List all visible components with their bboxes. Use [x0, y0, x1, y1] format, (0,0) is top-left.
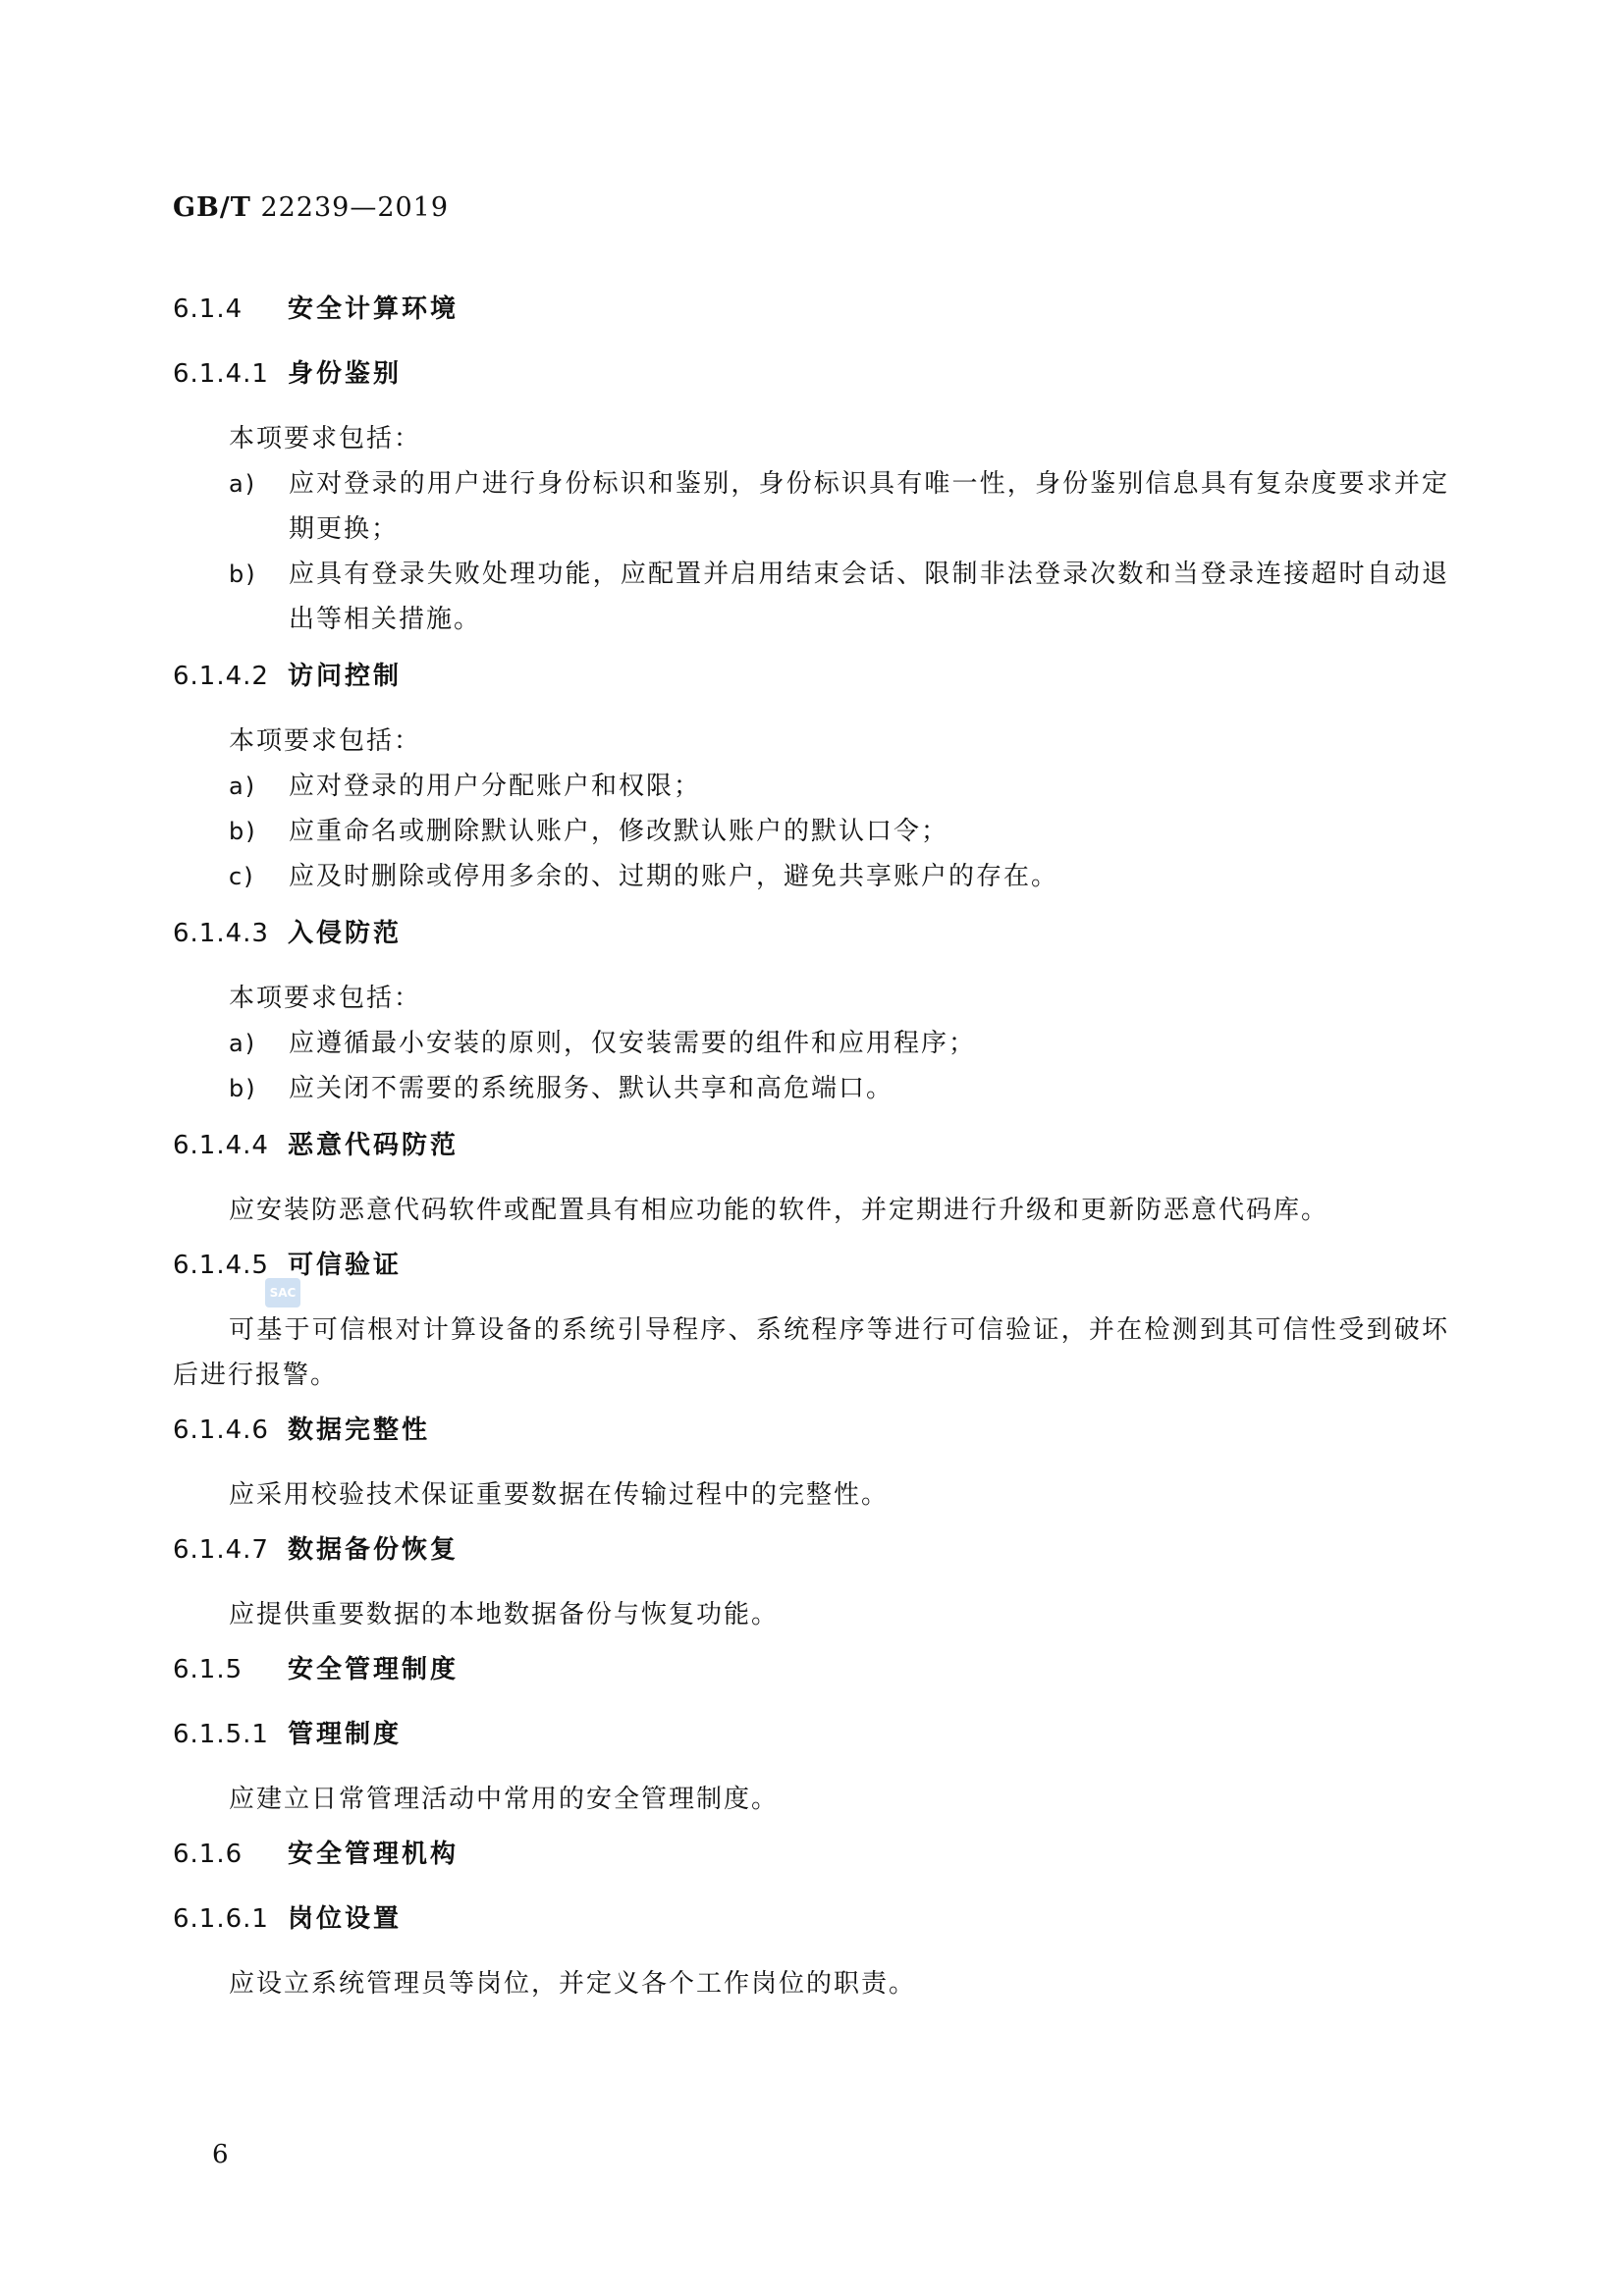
paragraph: 应建立日常管理活动中常用的安全管理制度。 — [229, 1785, 780, 1814]
subsection-title: 数据完整性 — [288, 1415, 431, 1445]
list-item — [173, 1021, 1449, 1066]
item-text: 应重命名或删除默认账户，修改默认账户的默认口令； — [289, 817, 949, 846]
item-marker: a) — [229, 1030, 257, 1057]
subsection-number: 6.1.5.1 — [173, 1720, 269, 1749]
requirements-intro: 本项要求包括： — [229, 424, 422, 454]
subsection-title: 岗位设置 — [288, 1904, 403, 1934]
section-number: 6.1.4 — [173, 294, 244, 324]
subsection-number: 6.1.4.4 — [173, 1131, 269, 1160]
subsection-title: 访问控制 — [288, 662, 403, 691]
item-marker: a) — [229, 773, 257, 800]
subsection-number: 6.1.4.2 — [173, 662, 269, 691]
item-marker: a) — [229, 470, 257, 498]
requirement-list — [173, 1021, 1449, 1111]
item-text: 应遵循最小安装的原则，仅安装需要的组件和应用程序； — [289, 1029, 977, 1058]
item-text: 应对登录的用户分配账户和权限； — [289, 772, 702, 801]
subsection-number: 6.1.4.5 — [173, 1251, 269, 1280]
item-marker: b) — [229, 818, 257, 845]
item-text: 应具有登录失败处理功能，应配置并启用结束会话、限制非法登录次数和当登录连接超时自动退出等相关措施。 — [289, 560, 1449, 634]
list-item — [173, 552, 1449, 642]
subsection-title: 数据备份恢复 — [288, 1535, 460, 1565]
list-item — [173, 461, 1449, 552]
subsection-heading — [173, 1243, 1449, 1308]
requirement-list — [173, 764, 1449, 899]
paragraph: 应安装防恶意代码软件或配置具有相应功能的软件，并定期进行升级和更新防恶意代码库。 — [229, 1196, 1329, 1225]
standard-code — [173, 192, 449, 223]
subsection-number: 6.1.4.3 — [173, 919, 269, 948]
requirements-intro: 本项要求包括： — [229, 726, 422, 756]
subsection-number: 6.1.4.7 — [173, 1535, 269, 1565]
section-title: 安全管理制度 — [288, 1655, 460, 1684]
sac-watermark-logo: SAC — [265, 1278, 300, 1308]
subsection-heading — [173, 654, 1449, 719]
subsection-title: 入侵防范 — [288, 919, 403, 948]
paragraph: 应设立系统管理员等岗位，并定义各个工作岗位的职责。 — [229, 1969, 917, 1999]
item-text: 应关闭不需要的系统服务、默认共享和高危端口。 — [289, 1074, 894, 1103]
section-heading — [173, 1832, 1449, 1896]
paragraph: 应提供重要数据的本地数据备份与恢复功能。 — [229, 1600, 780, 1629]
subsection-number: 6.1.4.6 — [173, 1415, 269, 1445]
subsection-heading — [173, 1408, 1449, 1472]
subsection-title: 恶意代码防范 — [288, 1131, 460, 1160]
subsection-heading — [173, 1896, 1449, 1961]
subsection-heading — [173, 351, 1449, 416]
subsection-title: 管理制度 — [288, 1720, 403, 1749]
standard-prefix: GB/T — [173, 192, 251, 223]
standard-number: 22239—2019 — [260, 192, 450, 223]
subsection-number: 6.1.4.1 — [173, 359, 269, 389]
document-body — [173, 287, 1449, 2016]
item-marker: b) — [229, 1075, 257, 1102]
paragraph: 应采用校验技术保证重要数据在传输过程中的完整性。 — [229, 1480, 890, 1510]
requirements-intro: 本项要求包括： — [229, 984, 422, 1013]
page-number: 6 — [212, 2140, 229, 2169]
section-title: 安全计算环境 — [288, 294, 460, 324]
subsection-number: 6.1.6.1 — [173, 1904, 269, 1934]
subsection-heading — [173, 1712, 1449, 1777]
section-title: 安全管理机构 — [288, 1840, 460, 1869]
section-heading — [173, 287, 1449, 351]
section-heading — [173, 1647, 1449, 1712]
item-text: 应及时删除或停用多余的、过期的账户，避免共享账户的存在。 — [289, 862, 1059, 891]
list-item — [173, 809, 1449, 854]
subsection-heading — [173, 1527, 1449, 1592]
list-item — [173, 1066, 1449, 1111]
list-item — [173, 854, 1449, 899]
subsection-heading — [173, 1123, 1449, 1188]
subsection-title: 身份鉴别 — [288, 359, 403, 389]
paragraph: 可基于可信根对计算设备的系统引导程序、系统程序等进行可信验证，并在检测到其可信性受到破坏后进行报警。 — [173, 1315, 1449, 1390]
subsection-title: 可信验证 — [288, 1251, 403, 1280]
item-text: 应对登录的用户进行身份标识和鉴别，身份标识具有唯一性，身份鉴别信息具有复杂度要求并定期更换； — [289, 469, 1449, 544]
list-item — [173, 764, 1449, 809]
subsection-heading — [173, 911, 1449, 976]
item-marker: b) — [229, 561, 257, 588]
section-number: 6.1.6 — [173, 1840, 244, 1869]
section-number: 6.1.5 — [173, 1655, 244, 1684]
item-marker: c) — [229, 863, 255, 890]
requirement-list — [173, 461, 1449, 642]
